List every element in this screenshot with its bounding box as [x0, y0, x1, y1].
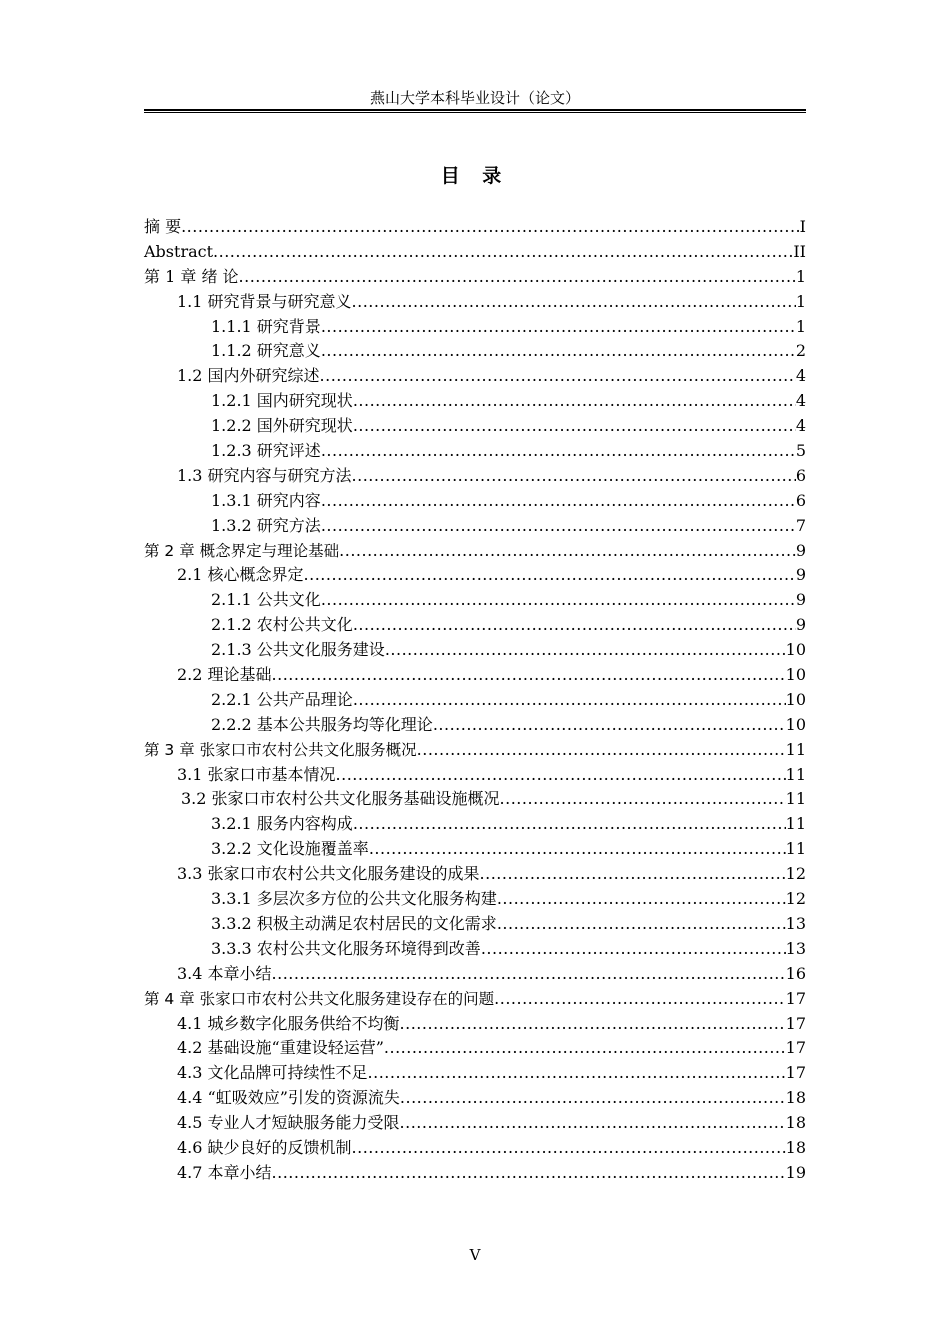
- toc-entry-label: 4.7 本章小结: [177, 1162, 272, 1182]
- toc-entry[interactable]: [144, 788, 806, 813]
- toc-entry-page: 1: [795, 316, 806, 336]
- toc-entry[interactable]: [144, 589, 806, 614]
- toc-leader: [321, 515, 796, 537]
- toc-leader: [239, 266, 796, 288]
- toc-entry[interactable]: [144, 963, 806, 988]
- toc-leader: [369, 838, 786, 860]
- toc-entry[interactable]: [144, 664, 806, 689]
- toc-entry[interactable]: [144, 390, 806, 415]
- toc-leader: [321, 440, 796, 462]
- toc-entry-page: 18: [785, 1113, 806, 1133]
- toc-entry-label: 第 1 章 绪 论: [144, 266, 239, 286]
- toc-leader: [321, 589, 796, 611]
- toc-entry-label: 2.2 理论基础: [177, 665, 272, 685]
- toc-entry-label: 1.3.2 研究方法: [211, 515, 321, 535]
- toc-entry-label: 3.3.2 积极主动满足农村居民的文化需求: [211, 913, 497, 933]
- toc-entry-page: 9: [795, 540, 806, 560]
- toc-entry[interactable]: [144, 689, 806, 714]
- toc-entry[interactable]: [144, 440, 806, 465]
- toc-entry-label: 2.1 核心概念界定: [177, 565, 304, 585]
- toc-entry-label: 4.4 “虹吸效应”引发的资源流失: [177, 1088, 400, 1108]
- page-number: V: [469, 1246, 481, 1264]
- toc-entry-page: 6: [795, 490, 806, 510]
- toc-entry-page: 7: [795, 515, 806, 535]
- toc-entry-label: 1.2.1 国内研究现状: [211, 391, 353, 411]
- toc-leader: [353, 813, 786, 835]
- toc-entry[interactable]: [144, 988, 806, 1013]
- toc-entry-label: 3.3.1 多层次多方位的公共文化服务构建: [211, 889, 497, 909]
- toc-leader: [320, 365, 796, 387]
- toc-entry-page: 5: [795, 441, 806, 461]
- toc-entry-label: 4.6 缺少良好的反馈机制: [177, 1137, 352, 1157]
- toc-entry[interactable]: [144, 1037, 806, 1062]
- toc-leader: [384, 1037, 786, 1059]
- toc-entry[interactable]: [144, 340, 806, 365]
- toc-entry-page: 1: [795, 291, 806, 311]
- toc-entry-page: 19: [785, 1162, 806, 1182]
- toc-entry-page: 1: [795, 266, 806, 286]
- toc-entry[interactable]: [144, 614, 806, 639]
- toc-entry[interactable]: [144, 365, 806, 390]
- toc-entry-page: 4: [795, 366, 806, 386]
- toc-entry-label: 2.1.1 公共文化: [211, 590, 321, 610]
- toc-entry-label: 2.1.3 公共文化服务建设: [211, 640, 385, 660]
- toc-entry-page: 9: [795, 590, 806, 610]
- toc-entry[interactable]: [144, 1062, 806, 1087]
- toc-entry[interactable]: [144, 1162, 806, 1187]
- toc-entry[interactable]: [144, 714, 806, 739]
- toc-entry-page: 11: [785, 739, 806, 759]
- toc-leader: [339, 540, 796, 562]
- toc-entry-page: 11: [785, 789, 806, 809]
- toc-leader: [272, 1162, 786, 1184]
- toc-leader: [353, 614, 796, 636]
- toc-entry-page: 13: [785, 913, 806, 933]
- toc-entry-label: 1.3.1 研究内容: [211, 490, 321, 510]
- toc-entry-page: 10: [785, 665, 806, 685]
- header-rule-thick: [144, 109, 806, 111]
- toc-entry-page: 17: [785, 1038, 806, 1058]
- toc-leader: [352, 1137, 786, 1159]
- toc-leader: [385, 639, 786, 661]
- toc-entry-page: 11: [785, 839, 806, 859]
- toc-entry[interactable]: [144, 266, 806, 291]
- toc-entry-page: 2: [795, 341, 806, 361]
- toc-entry[interactable]: [144, 515, 806, 540]
- page-header: 燕山大学本科毕业设计（论文）: [369, 89, 580, 107]
- toc-title: 目 录: [440, 165, 510, 187]
- toc-entry-label: 摘 要: [144, 217, 182, 236]
- toc-leader: [497, 888, 786, 910]
- toc-entry[interactable]: [144, 764, 806, 789]
- toc-entry-label: 2.2.2 基本公共服务均等化理论: [211, 714, 433, 734]
- toc-entry-label: 4.1 城乡数字化服务供给不均衡: [177, 1013, 400, 1033]
- toc-entry[interactable]: [144, 316, 806, 341]
- toc-leader: [353, 390, 796, 412]
- toc-entry-label: 4.3 文化品牌可持续性不足: [177, 1063, 368, 1083]
- toc-entry[interactable]: [144, 1087, 806, 1112]
- toc-leader: [272, 963, 786, 985]
- toc-leader: [433, 714, 786, 736]
- toc-entry-page: 16: [785, 963, 806, 983]
- toc-leader: [400, 1013, 786, 1035]
- toc-entry[interactable]: [144, 1112, 806, 1137]
- toc-leader: [213, 241, 793, 263]
- toc-entry-label: 1.1.2 研究意义: [211, 341, 321, 361]
- toc-leader: [272, 664, 786, 686]
- toc-entry-label: 1.2 国内外研究综述: [177, 366, 320, 386]
- toc-leader: [336, 764, 786, 786]
- toc-entry[interactable]: [144, 739, 806, 764]
- toc-entry-page: 18: [785, 1137, 806, 1157]
- toc-entry-page: 10: [785, 714, 806, 734]
- toc-leader: [494, 988, 785, 1010]
- toc-entry-label: 1.2.2 国外研究现状: [211, 416, 353, 436]
- toc-entry-page: 10: [785, 689, 806, 709]
- toc-entry[interactable]: [144, 291, 806, 316]
- toc-leader: [497, 913, 786, 935]
- toc-entry-page: 12: [785, 864, 806, 884]
- toc-leader: [352, 291, 796, 313]
- toc-entry[interactable]: [144, 938, 806, 963]
- toc-leader: [321, 490, 796, 512]
- toc-entry-label: 3.3.3 农村公共文化服务环境得到改善: [211, 938, 481, 958]
- toc-leader: [353, 415, 796, 437]
- header-rule-thin: [144, 112, 806, 113]
- toc-entry-page: 11: [785, 764, 806, 784]
- toc-entry-page: 6: [795, 465, 806, 485]
- toc-entry-label: 第 2 章 概念界定与理论基础: [144, 541, 340, 560]
- toc-entry-label: 第 3 章 张家口市农村公共文化服务概况: [144, 740, 417, 759]
- toc-entry-page: I: [799, 217, 806, 236]
- toc-entry-page: 11: [785, 814, 806, 834]
- toc-entry[interactable]: [144, 838, 806, 863]
- toc-entry-label: 4.5 专业人才短缺服务能力受限: [177, 1113, 400, 1133]
- toc-entry[interactable]: [144, 490, 806, 515]
- toc-leader: [481, 938, 786, 960]
- toc-entry[interactable]: [144, 639, 806, 664]
- toc-entry-label: 1.1 研究背景与研究意义: [177, 291, 352, 311]
- toc-entry-label: 2.1.2 农村公共文化: [211, 615, 353, 635]
- toc-entry-label: 3.2 张家口市农村公共文化服务基础设施概况: [181, 789, 500, 809]
- toc-entry-page: 4: [795, 416, 806, 436]
- toc-leader: [400, 1087, 786, 1109]
- toc-entry[interactable]: [144, 863, 806, 888]
- toc-leader: [352, 465, 796, 487]
- toc-entry[interactable]: [144, 415, 806, 440]
- toc-entry[interactable]: [144, 888, 806, 913]
- toc-entry[interactable]: [144, 813, 806, 838]
- toc-entry[interactable]: [144, 540, 806, 565]
- toc-leader: [368, 1062, 786, 1084]
- toc-entry-page: 18: [785, 1088, 806, 1108]
- toc-leader: [500, 788, 786, 810]
- toc-entry[interactable]: [144, 1013, 806, 1038]
- toc-entry[interactable]: [144, 241, 806, 266]
- toc-leader: [304, 564, 796, 586]
- toc-entry-page: 10: [785, 640, 806, 660]
- toc-entry-label: 1.1.1 研究背景: [211, 316, 321, 336]
- toc-entry-page: II: [793, 241, 806, 261]
- toc-leader: [417, 739, 786, 761]
- toc-entry-label: 3.2.1 服务内容构成: [211, 814, 353, 834]
- toc-entry-label: 4.2 基础设施“重建设轻运营”: [177, 1038, 384, 1058]
- toc-entry[interactable]: [144, 465, 806, 490]
- toc-entry-page: 17: [785, 988, 806, 1008]
- toc-entry[interactable]: [144, 1137, 806, 1162]
- toc-entry-label: 1.3 研究内容与研究方法: [177, 465, 352, 485]
- toc-entry-page: 13: [785, 938, 806, 958]
- toc-entry[interactable]: [144, 216, 806, 241]
- toc-entry[interactable]: [144, 564, 806, 589]
- toc-leader: [480, 863, 786, 885]
- toc-leader: [181, 216, 800, 238]
- toc-leader: [321, 316, 796, 338]
- toc-entry-label: 3.2.2 文化设施覆盖率: [211, 839, 369, 859]
- toc-entry-label: 2.2.1 公共产品理论: [211, 689, 353, 709]
- toc-entry-page: 9: [795, 565, 806, 585]
- toc-entry-page: 4: [795, 391, 806, 411]
- toc-entry-page: 17: [785, 1063, 806, 1083]
- toc-leader: [353, 689, 786, 711]
- toc-entry-label: 3.3 张家口市农村公共文化服务建设的成果: [177, 864, 480, 884]
- toc-entry-page: 9: [795, 615, 806, 635]
- toc-leader: [321, 340, 796, 362]
- toc-entry-label: 第 4 章 张家口市农村公共文化服务建设存在的问题: [144, 989, 495, 1008]
- toc-entry-page: 12: [785, 889, 806, 909]
- toc-leader: [400, 1112, 786, 1134]
- toc-entry-page: 17: [785, 1013, 806, 1033]
- toc-entry-label: Abstract: [144, 241, 214, 261]
- table-of-contents: [144, 216, 806, 1187]
- toc-entry-label: 1.2.3 研究评述: [211, 441, 321, 461]
- toc-entry[interactable]: [144, 913, 806, 938]
- toc-entry-label: 3.1 张家口市基本情况: [177, 764, 336, 784]
- toc-entry-label: 3.4 本章小结: [177, 963, 272, 983]
